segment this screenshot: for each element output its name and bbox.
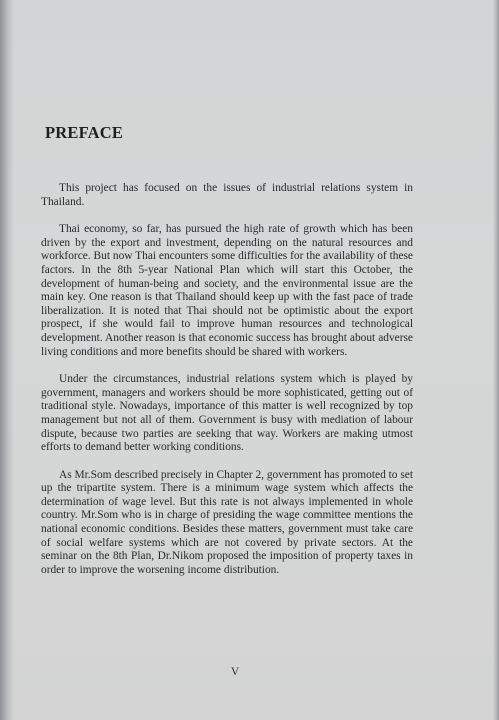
paragraph-3: Under the circumstances, industrial relations system which is played by government, managers and workers should be more sophisticated, getting out of traditional style. Nowadays, importance of this matter is well recognized by top management but not all of them. Government is busy with mediation of labour dispute, because two parties are seeking that way. Workers are making utmost efforts to demand better working conditions. [41, 373, 413, 454]
paragraph-4: As Mr.Som described precisely in Chapter 2, government has promoted to set up the tripartite system. There is a minimum wage system which affects the determination of wage level. But this rate is not always implemented in whole country. Mr.Som who is in charge of presiding the wage committee mentions the national economic conditions. Besides these matters, government must take care of social welfare systems which are not covered by private sectors. At the seminar on the 8th Plan, Dr.Nikom proposed the imposition of property taxes in order to improve the worsening income distribution. [41, 468, 413, 576]
paragraph-1: This project has focused on the issues of industrial relations system in Thailand. [41, 182, 413, 208]
page-number: V [230, 666, 240, 678]
paragraph-2: Thai economy, so far, has pursued the high rate of growth which has been driven by the export and investment, depending on the natural resources and workforce. But now Thai encounters some difficulties for the availability of these factors. In the 8th 5-year National Plan which will start this October, the development of human-being and society, and the environmental issue are the main key. One reason is that Thailand should keep up with the fast pace of trade liberalization. It is noted that Thai should not be optimistic about the export prospect, if she would fail to improve human resources and technological development. Another reason is that economic success has brought about adverse living conditions and more benefits should be shared with workers. [41, 223, 413, 358]
preface-body [41, 182, 413, 591]
page-title: PREFACE [45, 123, 124, 142]
